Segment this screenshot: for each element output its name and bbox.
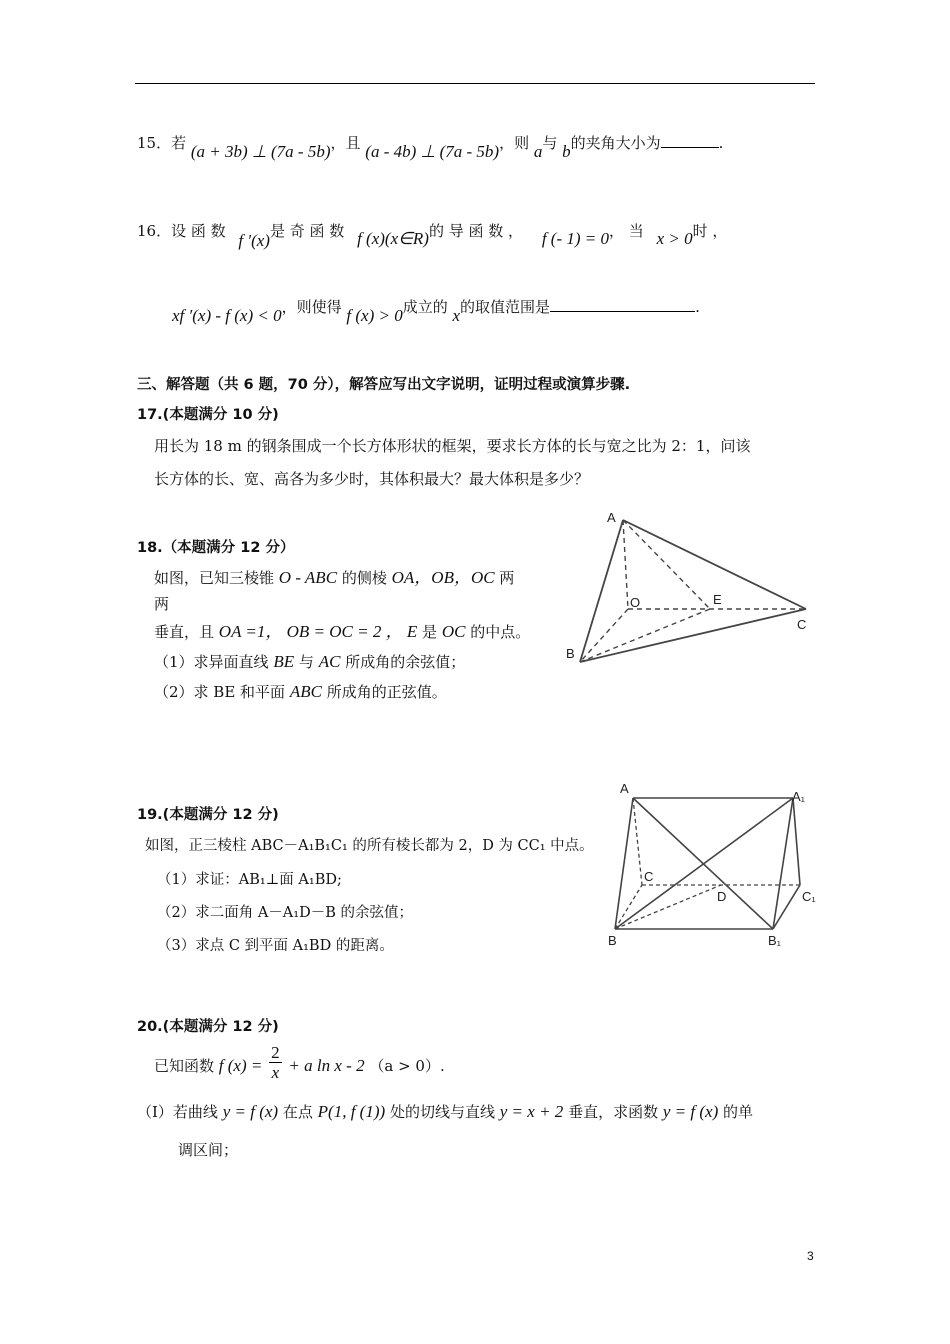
pyramid-figure <box>560 505 820 670</box>
vertex-label-a: A <box>620 781 629 796</box>
q16-line-2: xf ′(x) - f (x) < 0，则使得 f (x) > 0成立的 x的取值范围是 . <box>172 298 700 325</box>
q17-title: 17.(本题满分 10 分) <box>137 407 279 423</box>
vertex-label-c: C <box>644 869 654 884</box>
vertex-label-c1: C₁ <box>802 889 816 904</box>
vertex-label-b: B <box>566 646 575 661</box>
q19-line-1: 如图，正三棱柱 ABC－A₁B₁C₁ 的所有棱长都为 2，D 为 CC₁ 中点。 <box>145 838 594 854</box>
fraction: $\frac{2}{x}$ <box>271 1043 280 1082</box>
section-heading: 三、解答题（共 6 题，70 分），解答应写出文字说明，证明过程或演算步骤. <box>137 377 631 393</box>
vertex-label-c: C <box>797 617 807 632</box>
answer-blank <box>550 297 695 312</box>
page-number: 3 <box>807 1249 814 1263</box>
vertex-label-b1: B₁ <box>768 933 782 948</box>
answer-blank <box>661 133 719 148</box>
vertex-label-d: D <box>717 889 727 904</box>
q19-title: 19.(本题满分 12 分) <box>137 807 279 823</box>
vertex-label-a1: A₁ <box>792 789 806 804</box>
vertex-label-b: B <box>608 933 617 948</box>
vertex-label-o: O <box>630 595 641 610</box>
q18-line-2: 垂直，且 OA =1， OB = OC = 2 ， E 是 OC 的中点。 <box>154 622 531 641</box>
header-rule <box>135 83 815 84</box>
q16-line-1: 16．设 函 数 f ′(x)是 奇 函 数 f (x)(x∈R)的 导 函 数 ， f (- 1) = 0， 当 x > 0时 ， <box>137 222 728 250</box>
q17-line-1: 用长为 18 m 的钢条围成一个长方体形状的框架，要求长方体的长与宽之比为 2：1，问该 <box>154 437 751 455</box>
q18-title: 18.（本题满分 12 分） <box>137 540 295 556</box>
q18-item-1: （1）求异面直线 BE 与 AC 所成角的余弦值； <box>154 652 466 671</box>
q19-item-2: （2）求二面角 A－A₁D－B 的余弦值； <box>157 905 413 921</box>
prism-figure <box>600 777 825 952</box>
q20-line-1: 已知函数 f (x) = $\frac{2}{x}$ + a ln x - 2 （a > 0）. <box>154 1043 445 1082</box>
q20-item-1: （Ⅰ）若曲线 y = f (x) 在点 P(1, f (1)) 处的切线与直线 y = x + 2 垂直，求函数 y = f (x) 的单 <box>137 1102 754 1121</box>
q15-line: 15．若 (a + 3b) ⊥ (7a - 5b)，且 (a - 4b) ⊥ (7a - 5b)，则 a与 b的夹角大小为 . <box>137 134 724 161</box>
q18-line-1: 如图，已知三棱锥 O - ABC 的侧棱 OA，OB，OC 两 <box>154 568 515 587</box>
q18-line-1b: 两 <box>154 595 170 613</box>
q15-condition-1: (a + 3b) ⊥ (7a - 5b) <box>190 142 331 161</box>
q17-line-2: 长方体的长、宽、高各为多少时，其体积最大？最大体积是多少？ <box>154 470 590 488</box>
vertex-label-e: E <box>713 592 722 607</box>
q20-title: 20.(本题满分 12 分) <box>137 1019 279 1035</box>
q19-item-1: （1）求证：AB₁⊥面 A₁BD; <box>157 872 342 888</box>
q20-item-1-cont: 调区间； <box>178 1141 239 1159</box>
vertex-label-a: A <box>607 510 616 525</box>
q15-condition-2: (a - 4b) ⊥ (7a - 5b) <box>365 142 500 161</box>
q18-item-2: （2）求 BE 和平面 ABC 所成角的正弦值。 <box>154 682 447 701</box>
q19-item-3: （3）求点 C 到平面 A₁BD 的距离。 <box>157 938 394 954</box>
